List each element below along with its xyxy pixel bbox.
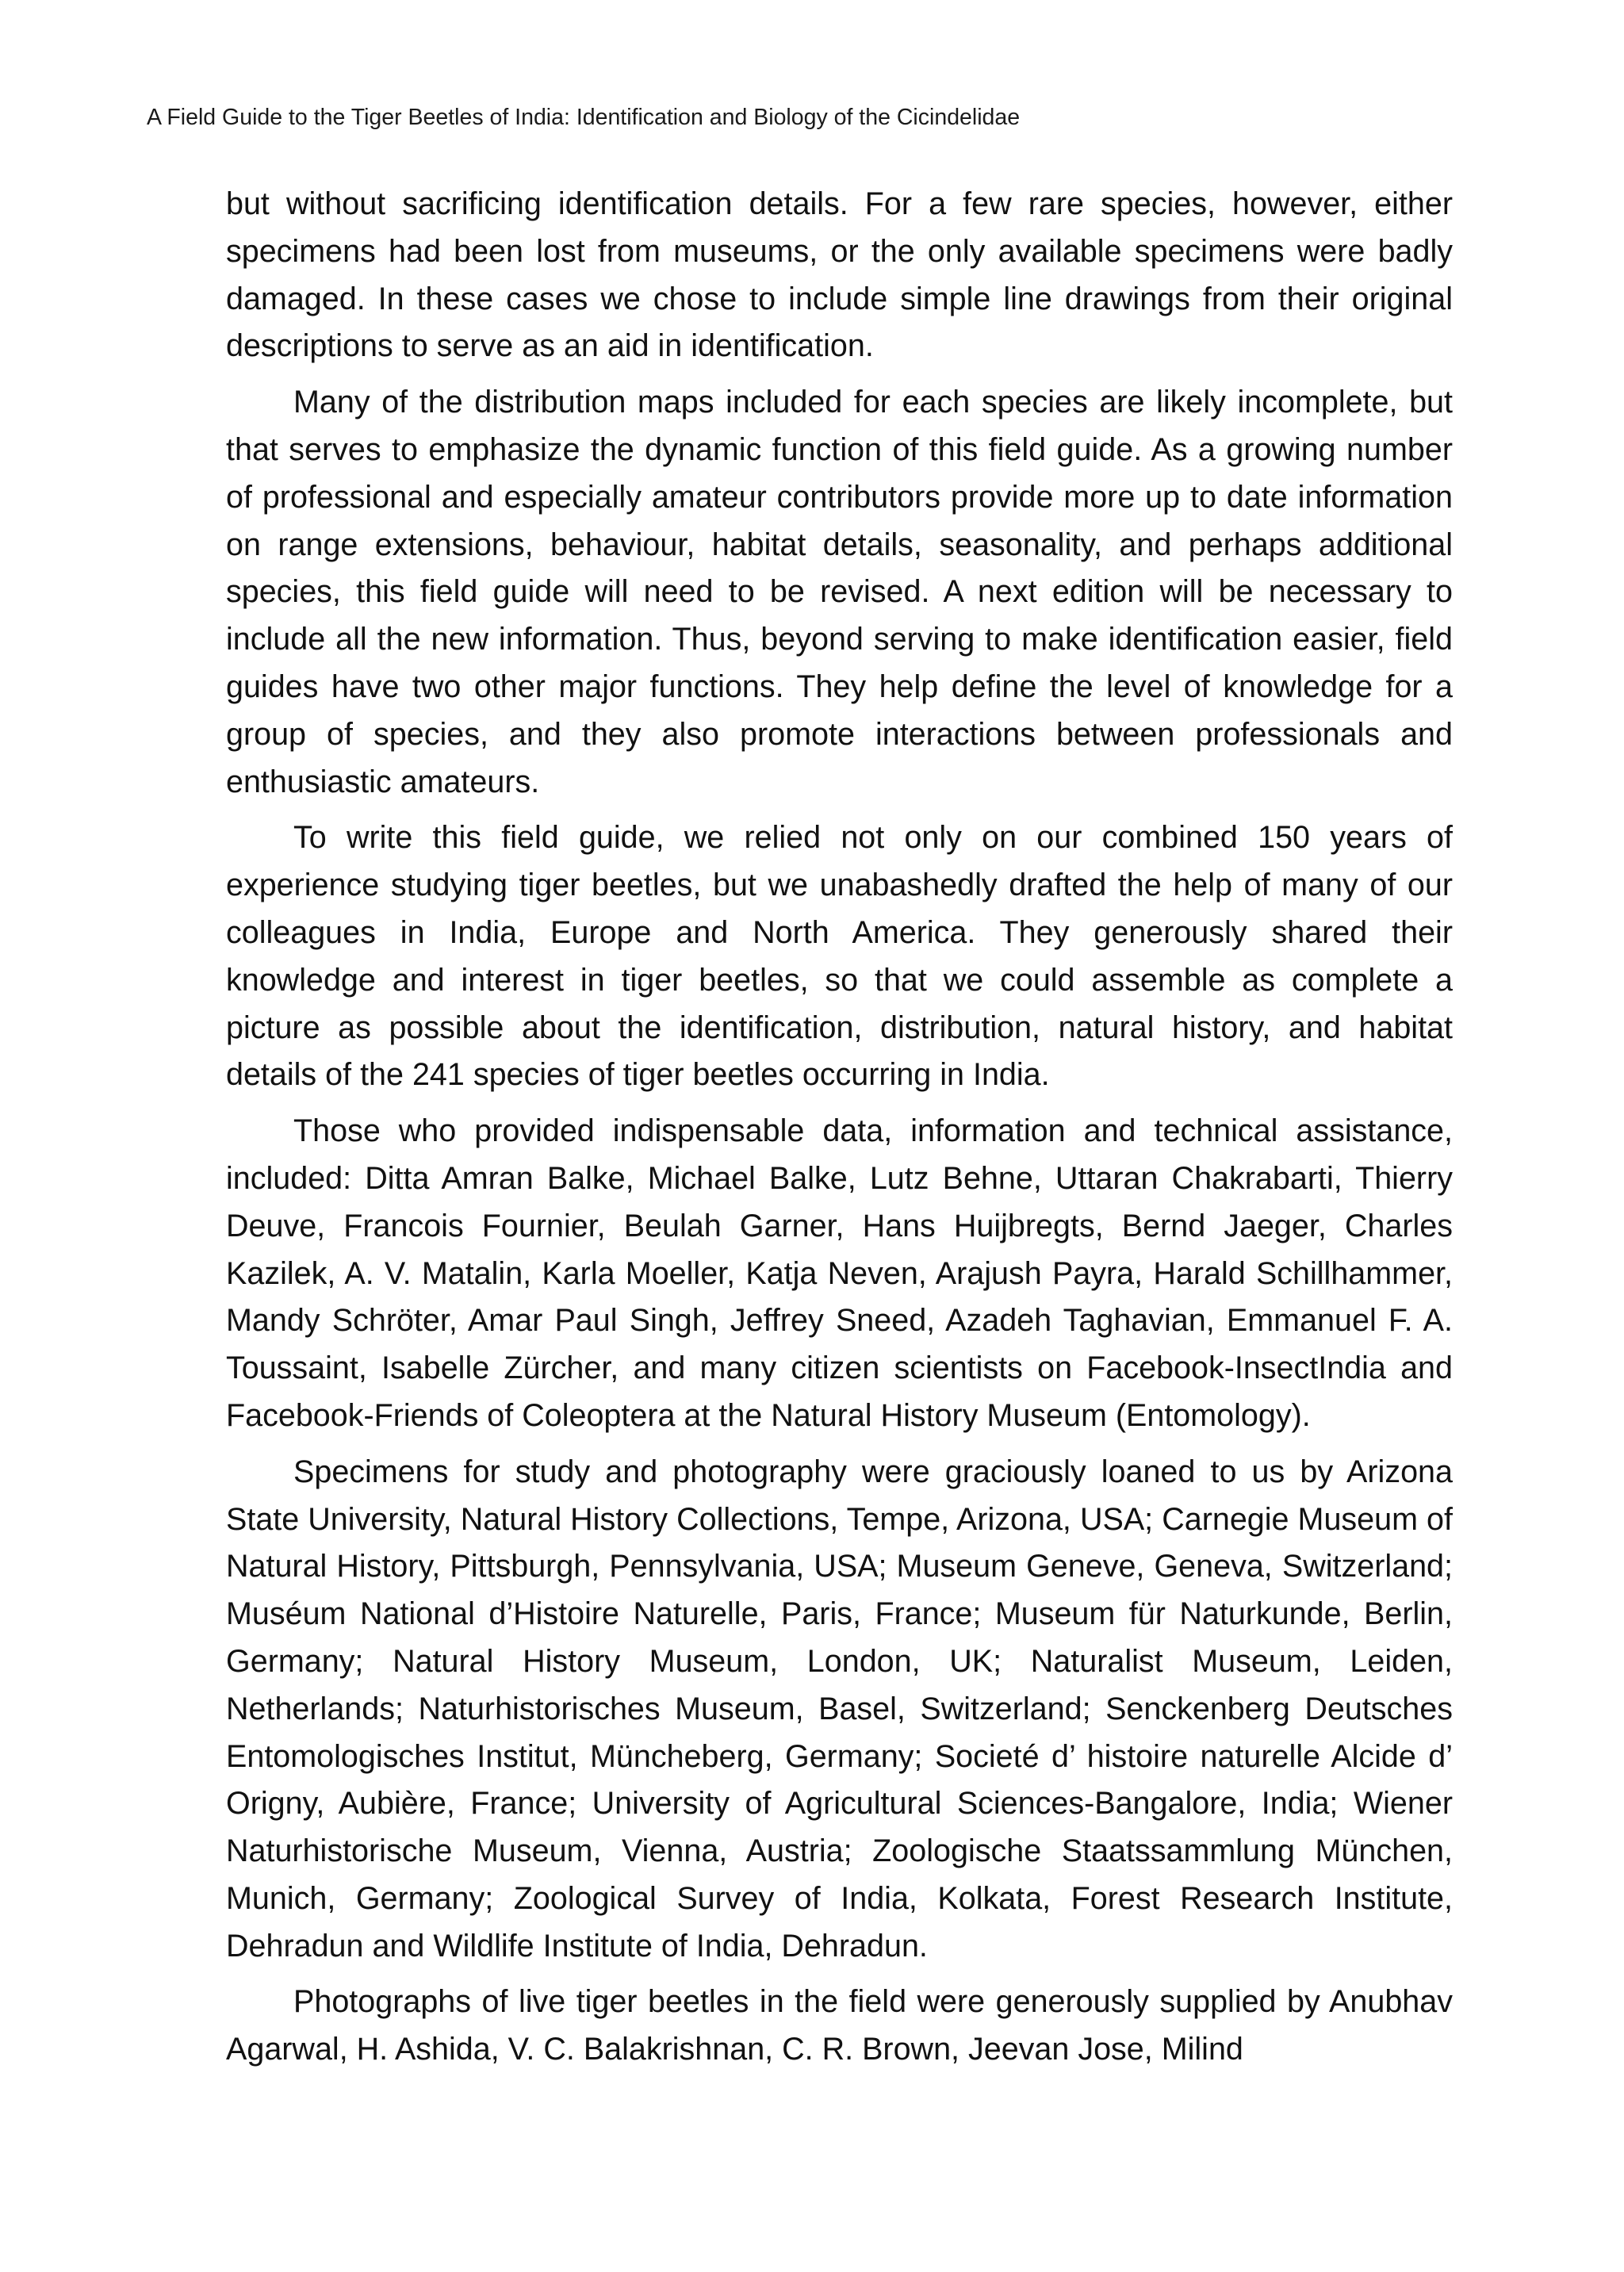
paragraph-continuation: but without sacrificing identification details. For a few rare species, however, either specimens had been lost from museums, or the only available specimens were badly damaged. In these cases we chose to include simple line drawings from their original descriptions to serve as an aid in identification. bbox=[226, 186, 1453, 364]
body-text bbox=[226, 181, 1453, 2074]
paragraph-distribution-maps: Many of the distribution maps included for each species are likely incomplete, but that serves to emphasize the dynamic function of this field guide. As a growing number of professional and especially amateur contributors provide more up to date information on range extensions, behaviour, habitat details, seasonality, and perhaps additional species, this field guide will need to be revised. A next edition will be necessary to include all the new information. Thus, beyond serving to make identification easier, field guides have two other major functions. They help define the level of knowledge for a group of species, and they also promote interactions between professionals and enthusiastic amateurs. bbox=[226, 385, 1453, 799]
paragraph-photographs: Photographs of live tiger beetles in the field were generously supplied by Anubhav Agarwal, H. Ashida, V. C. Balakrishnan, C. R. Brown, Jeevan Jose, Milind bbox=[226, 1984, 1453, 2067]
paragraph-specimen-loans: Specimens for study and photography were graciously loaned to us by Arizona State University, Natural History Collections, Tempe, Arizona, USA; Carnegie Museum of Natural History, Pittsburgh, Pennsylvania, USA; Museum Geneve, Geneva, Switzerland; Muséum National d’Histoire Naturelle, Paris, France; Museum für Naturkunde, Berlin, Germany; Natural History Museum, London, UK; Naturalist Museum, Leiden, Netherlands; Naturhistorisches Museum, Basel, Switzerland; Senckenberg Deutsches Entomologisches Institut, Müncheberg, Germany; Societé d’ histoire naturelle Alcide d’ Origny, Aubière, France; University of Agricultural Sciences-Bangalore, India; Wiener Naturhistorische Museum, Vienna, Austria; Zoologische Staatssammlung München, Munich, Germany; Zoological Survey of India, Kolkata, Forest Research Institute, Dehradun and Wildlife Institute of India, Dehradun. bbox=[226, 1454, 1453, 1964]
running-header: A Field Guide to the Tiger Beetles of India: Identification and Biology of the Cicindelidae bbox=[147, 105, 1021, 130]
paragraph-writing-guide: To write this field guide, we relied not only on our combined 150 years of experience studying tiger beetles, but we unabashedly drafted the help of many of our colleagues in India, Europe and North America. They generously shared their knowledge and interest in tiger beetles, so that we could assemble as complete a picture as possible about the identification, distribution, natural history, and habitat details of the 241 species of tiger beetles occurring in India. bbox=[226, 820, 1453, 1093]
paragraph-contributors: Those who provided indispensable data, information and technical assistance, included: Ditta Amran Balke, Michael Balke, Lutz Behne, Uttaran Chakrabarti, Thierry Deuve, Francois Fournier, Beulah Garner, Hans Huijbregts, Bernd Jaeger, Charles Kazilek, A. V. Matalin, Karla Moeller, Katja Neven, Arajush Payra, Harald Schillhammer, Mandy Schröter, Amar Paul Singh, Jeffrey Sneed, Azadeh Taghavian, Emmanuel F. A. Toussaint, Isabelle Zürcher, and many citizen scientists on Facebook-InsectIndia and Facebook-Friends of Coleoptera at the Natural History Museum (Entomology). bbox=[226, 1113, 1453, 1433]
